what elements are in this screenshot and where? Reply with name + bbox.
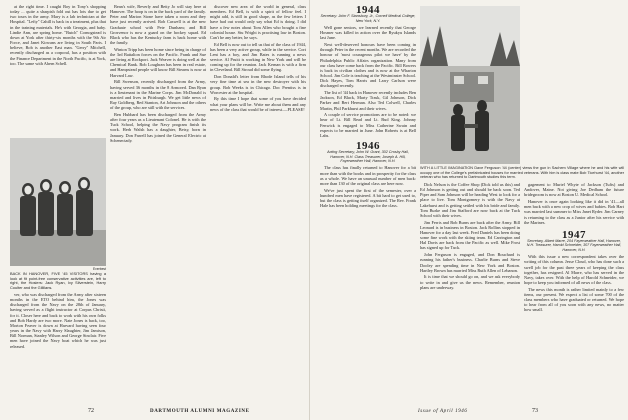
column-1-lower <box>10 292 106 400</box>
paragraph: We've just spent the first of the semester, over a hundred men have registered. A bit hard to get used to, but the class is getting itself organized. The Rev. Frank Hale has been holding meetings for the class. <box>320 187 416 209</box>
paragraph: A couple of service promotions are to be noted: we hear of Lt. Bill Read and Lt. Bud King. Johnny Fenwick is engaged to Miss Catherine Swain and expects to be married in June. John Roberts is at Bell Labs. <box>320 112 416 138</box>
right-page <box>318 0 628 420</box>
paragraph: Bill Swenson, recently discharged from the Army, having served 36 months in the 8 Armored. Dan Ryan is a lieutenant in the Marine Corps. Jim McDonald is married and lives in Pittsburgh. We get little news of Ray Goldberg, Red Stanton, Art Johnson and the others of the group, who are still with the services. <box>110 79 206 111</box>
photo-image <box>420 6 520 164</box>
paragraph: Jim Ferris and Bob Burns are back after the Army. Bill Leonard is in business in Boston. Jack Rollins stopped in Hanover for a day last week. Fred Daniels has been doing some fine work with the skiing team. Ed Carrington and Hal Davis are back from the Pacific as well. Mike Frost has signed up for Tuck. <box>420 219 520 251</box>
paragraph: ver, who was discharged from the Army after sixteen months in the ETO behind him, the Jones was discharged from the Navy on the 28th of January, having served as a flight instructor at Corpus Christi, for it. Closer here and back to work with his own folks and Bob Hardy are two more. Nate Jones is back, too, Morton Feaver is down at Harvard having seen four years in the Navy with Harry Slaughter, Jim Jamison, Bill Norman, Stanley Wilson and George Sinclair. Five men have joined the Navy boat which he was just released. <box>10 292 106 349</box>
class-secretary-1946: Acting Secretary, John W. Grant, 302 Crosby Hall, Hanover, N.H. Class Treasurer, Joseph A. Hill, Fayerweather Hall, Hanover, N.H. <box>327 150 409 163</box>
paragraph: The list of '44 back in Hanover recently includes Ben Jackson, Ed Black, Marty Trask, Gil Johnson, Dick Parker and Bert Herman. Also Ted Colwell, Charles Martin, Phil Parkhurst and their wives. <box>320 90 416 111</box>
column-3 <box>210 4 306 404</box>
column-6 <box>524 182 624 400</box>
paragraph: Ben Hubbard has been discharged from the Army after four years as a Lieutenant Colonel. He is with the Tuck School, helping the Navy program finish its work. Herb Walsh has a daughter, Betsy, born in January. Don Farrell has joined the General Electric at Schenectady. <box>110 111 206 143</box>
paragraph: at the right time. I caught Boy in Tony's shopping today ... quite a sharpish fold out has lots due to get two tours in the army. Mary is a lab technician at the Hospital. "Lefty" Cahill is back in a treatment, plus that in the training materials. He's with Georgia, and baby. Lindie Ann, are spring home. "Butch" Cornogstead is down at York after thirty-six months with the 9th Air Force, and Janet Kirwans are living in South Paris. I believe, Bob is another East man. "Gerry" Mitchell, recently discharged as a corporal, has a position with the Finance Department in the North Pacific, is at York, too. The same with Ahern Schell. <box>10 4 106 66</box>
photo-image <box>10 138 106 266</box>
paragraph: The news this month is rather limited mainly to a few items, our present. We expect a list of some 700 of the class members who have graduated or returned. We hope to hear from all of you soon with any news, no matter how small. <box>524 286 624 313</box>
column-5 <box>420 182 520 400</box>
photo-credit: Everbest <box>92 267 106 271</box>
students-group-photo <box>10 138 106 266</box>
paragraph: By this time I hope that some of you have decided what your plans will be. Write me about them and any news of the class that would be of interest.—PLEASE! <box>210 96 306 112</box>
paragraph: gagement to Muriel Whyte of Jackson (Tufts) and Andover, Maine. Not giving Joe Dedham the future bridegroom is now at Boston U. Medical School. <box>524 182 624 198</box>
paragraph: Don Donald's letter from Rhode Island tells of his very fine time at sea in the new destroyer with his group. Bob Weeks is in Chicago. Doc Prentiss is in Worcester at the hospital. <box>210 74 306 95</box>
column-2 <box>110 4 206 404</box>
paragraph: With this issue a new correspondent takes over the writing of this column. Jesse Cloud, who has done such a swell job for the past three years of keeping the class together, has resigned. Al Marre, who has served in the Navy, takes over. With the help of Harold Schneider, we hope to keep you informed of all news of the class. <box>524 254 624 285</box>
paragraph: Well gone seniors, we learned recently that George Hosmer was killed in action over the Ryukyu Islands last June. <box>320 24 416 41</box>
page-number-left: 72 <box>88 408 94 414</box>
paragraph: discover new area of the world in general, class members. Ed Bell, is with a spirit of fellow feel. I might add, is still in good shape, as the few letters I have had out would only say what Ed is doing. I did have a few notes about Tom Allen who bought a fine colonial house. Stu Wright is practising law in Boston. Can't be any better, he says. <box>210 4 306 40</box>
paragraph: Bean's wife, Beverly and Betty Jo will stay here at Hanover. The hoop is on in the back yard of the family. Peter and Marion Stone have taken a room and they have just recently arrived. Rob Caswell is at the new Graduate school with Pete Dunham; and Bill Grosvenor is now a guard on the hockey squad. Ed Black who has the Kentucky farm is back home with the family. <box>110 4 206 46</box>
paragraph: The class has finally returned to Hanover for a bit more than with the books and in prosperity for the class as a whole. We have an unusual number of men back: more than 130 of the original class are here now. <box>320 165 416 186</box>
column-1-upper <box>10 4 106 66</box>
page-number-right: 73 <box>532 408 538 414</box>
class-heading-1947: 1947 <box>562 228 586 241</box>
campus-photo-caption: WITH A LITTLE IMAGINATION Dave Ferguson '44 (center) views the gun in Sachem Village where he and his wife will occupy one of the College's prefabricated houses for married veterans. With him is class mate Bob Ticehurst '44, another veteran who has returned to Dartmouth studies this term. <box>420 166 624 180</box>
class-heading-1946: 1946 <box>356 140 380 153</box>
paragraph: John Ferguson is engaged, and Don Bouchard is running his father's business. Charlie Burns and Steve Dooley are spending time in New York and Boston. Hartley Brown has married Miss Ruth Allen of Lebanon. <box>420 252 520 273</box>
paragraph: It is time that we should go on, and we ask everybody to write in and give us the news. Remember, reunion plans are underway. <box>420 274 520 290</box>
paragraph: Winton Tripp has been home since being in charge of the 3rd Battalion forces on the Pacific. Frank and Sue are living at Rockport. Jack Weaver is doing well at the Chemical Bank. Bob Loughran has been in real estate, and Hampstead people will know Bill Stearns is now at Harvard Law. <box>110 46 206 78</box>
class-heading-1944: 1944 <box>356 6 380 16</box>
issue-footer: Issue of April 1946 <box>418 409 468 414</box>
magazine-footer: DARTMOUTH ALUMNI MAGAZINE <box>150 409 250 414</box>
paragraph: Next well-deserved honours have been coming in through Peter in the recent months. We are recorded the honour of 'most courageous pilot we have' by the Philadelphia Public Affairs organization. Many from our class have come back from the Pacific. Bill Bowers is back in civilian clothes and is now at the Wharton School. Jim Cole is teaching at the Westminster School. Dick Hayes, Tom Harris and Larry Carlson were discharged recently. <box>320 42 416 89</box>
paragraph: Ed Bell is now out to tell us that of the class of 1944, has been a very active group, while in the service. Cort Lent has a boy, and Jim Bates is running a news service. Al Pruitt is working in New York and will be coming up for the reunion. Jack Kernan is with a firm in Cleveland. Bill Stroud did some flying. <box>210 41 306 73</box>
paragraph: Hanover is once again looking like it did in '41—all men back with a new crop of wives and babies. Bob Hart was married last summer to Miss Janet Ryder. Jim Carney is returning to the class as a Junior after his service with the Marines. <box>524 199 624 225</box>
column-4 <box>320 6 416 406</box>
paragraph: Dick Nelson is the Coffee Shop (Dick told us this) and Ed Johnson is getting out and should be back soon. Ted Piper and Sam Johnson will be heading West to look for a place to live. Tom Montgomery is with the Navy at Lakehurst and is getting settled with his bride and family. Tom Burke and Jim Stafford are now back at the Tuck School with their wives. <box>420 182 520 218</box>
left-page <box>0 0 310 420</box>
class-secretary-1947: Secretary, Albert Marre, 204 Fayerweather Hall, Hanover, N.H. Treasurer, Harold Schneider, 307 Fayerweather Hall, Hanover, N.H. <box>526 239 622 252</box>
column-1 <box>10 4 106 67</box>
campus-photo <box>420 6 520 164</box>
photo-caption: BACK IN HANOVER, FIVE '45 VISITORS having a look at fit point-free conservative activities are, left to right, the Hosiers: Jack Ryan, Ivy Silverstein, Harry Coulter and the Gillilans. <box>10 271 106 291</box>
class-secretary-1944: Secretary: John F. Stansbury, Jr., Cornell Medical College, New York, N.Y. <box>320 14 416 23</box>
